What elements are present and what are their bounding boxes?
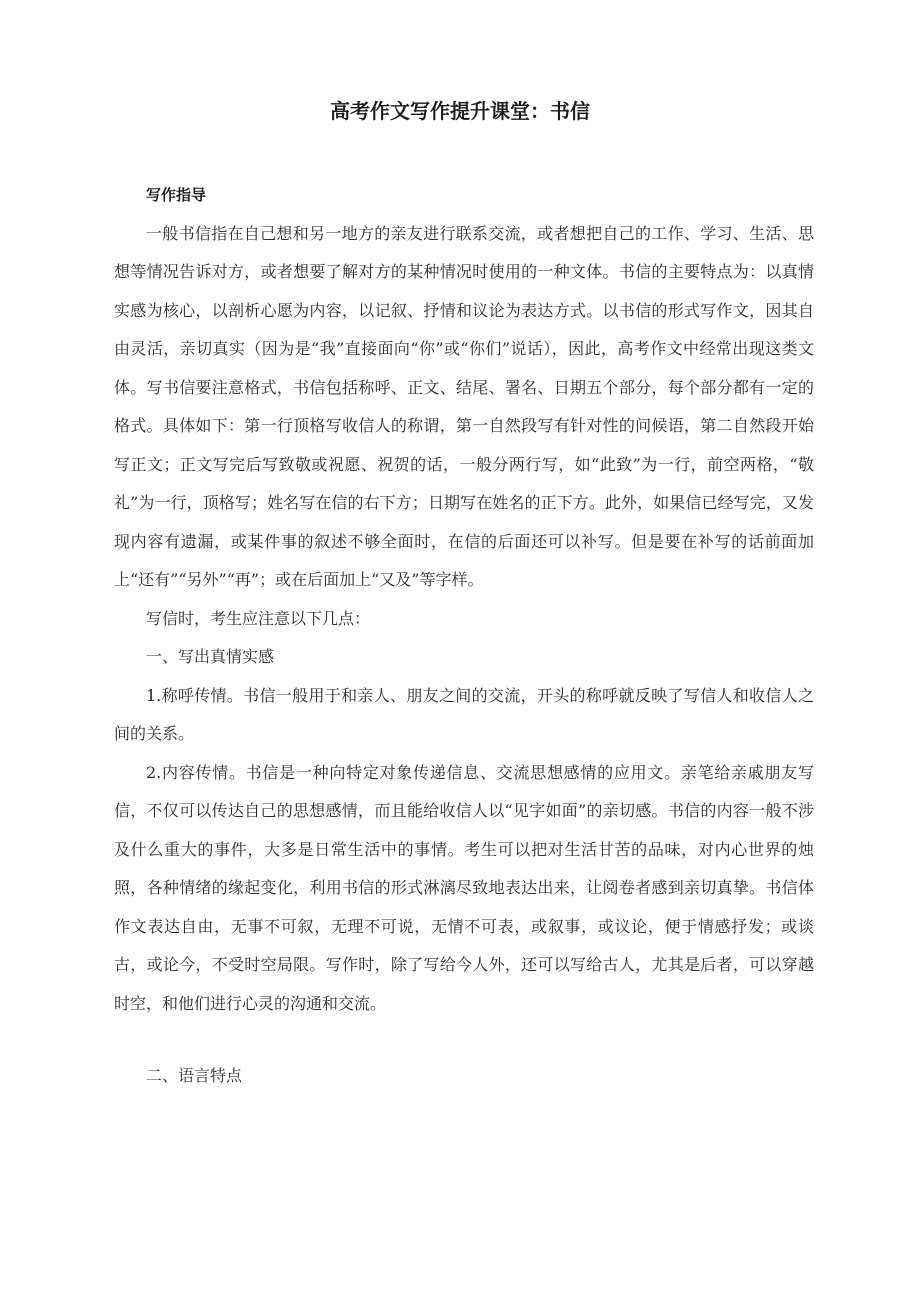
paragraph-notice: 写信时，考生应注意以下几点： [146, 608, 371, 628]
document-body [114, 176, 814, 1096]
subheading-point-two: 二、语言特点 [146, 1066, 243, 1085]
document-title: 高考作文写作提升课堂：书信 [330, 99, 590, 123]
paragraph-item-1: 1.称呼传情。书信一般用于和亲人、朋友之间的交流，开头的称呼就反映了写信人和收信人之间的关系。 [114, 685, 814, 743]
section-heading: 写作指导 [146, 186, 207, 204]
paragraph-intro: 一般书信指在自己想和另一地方的亲友进行联系交流，或者想把自己的工作、学习、生活、思想等情况告诉对方，或者想要了解对方的某种情况时使用的一种文体。书信的主要特点为：以真情实感为核心，以剖析心愿为内容，以记叙、抒情和议论为表达方式。以书信的形式写作文，因其自由灵活，亲切真实（因为是“我”直接面向“你”或“你们”说话），因此，高考作文中经常出现这类文体。写书信要注意格式，书信包括称呼、正文、结尾、署名、日期五个部分，每个部分都有一定的格式。具体如下：第一行顶格写收信人的称谓，第一自然段写有针对性的问候语，第二自然段开始写正文；正文写完后写致敬或祝愿、祝贺的话，一般分两行写，如“此致”为一行，前空两格，“敬礼”为一行，顶格写；姓名写在信的右下方；日期写在姓名的正下方。此外，如果信已经写完，又发现内容有遗漏，或某件事的叙述不够全面时，在信的后面还可以补写。但是要在补写的话前面加上“还有”“另外”“再”；或在后面加上“又及”等字样。 [114, 223, 814, 589]
paragraph-item-2: 2.内容传情。书信是一种向特定对象传递信息、交流思想感情的应用文。亲笔给亲戚朋友写信，不仅可以传达自己的思想感情，而且能给收信人以“见字如面”的亲切感。书信的内容一般不涉及什么重大的事件，大多是日常生活中的事情。考生可以把对生活甘苦的品味，对内心世界的烛照，各种情绪的缘起变化，利用书信的形式淋漓尽致地表达出来，让阅卷者感到亲切真挚。书信体作文表达自由，无事不可叙，无理不可说，无情不可表，或叙事，或议论，便于情感抒发；或谈古，或论今，不受时空局限。写作时，除了写给今人外，还可以写给古人，尤其是后者，可以穿越时空，和他们进行心灵的沟通和交流。 [114, 762, 814, 1013]
subheading-point-one: 一、写出真情实感 [146, 647, 275, 666]
